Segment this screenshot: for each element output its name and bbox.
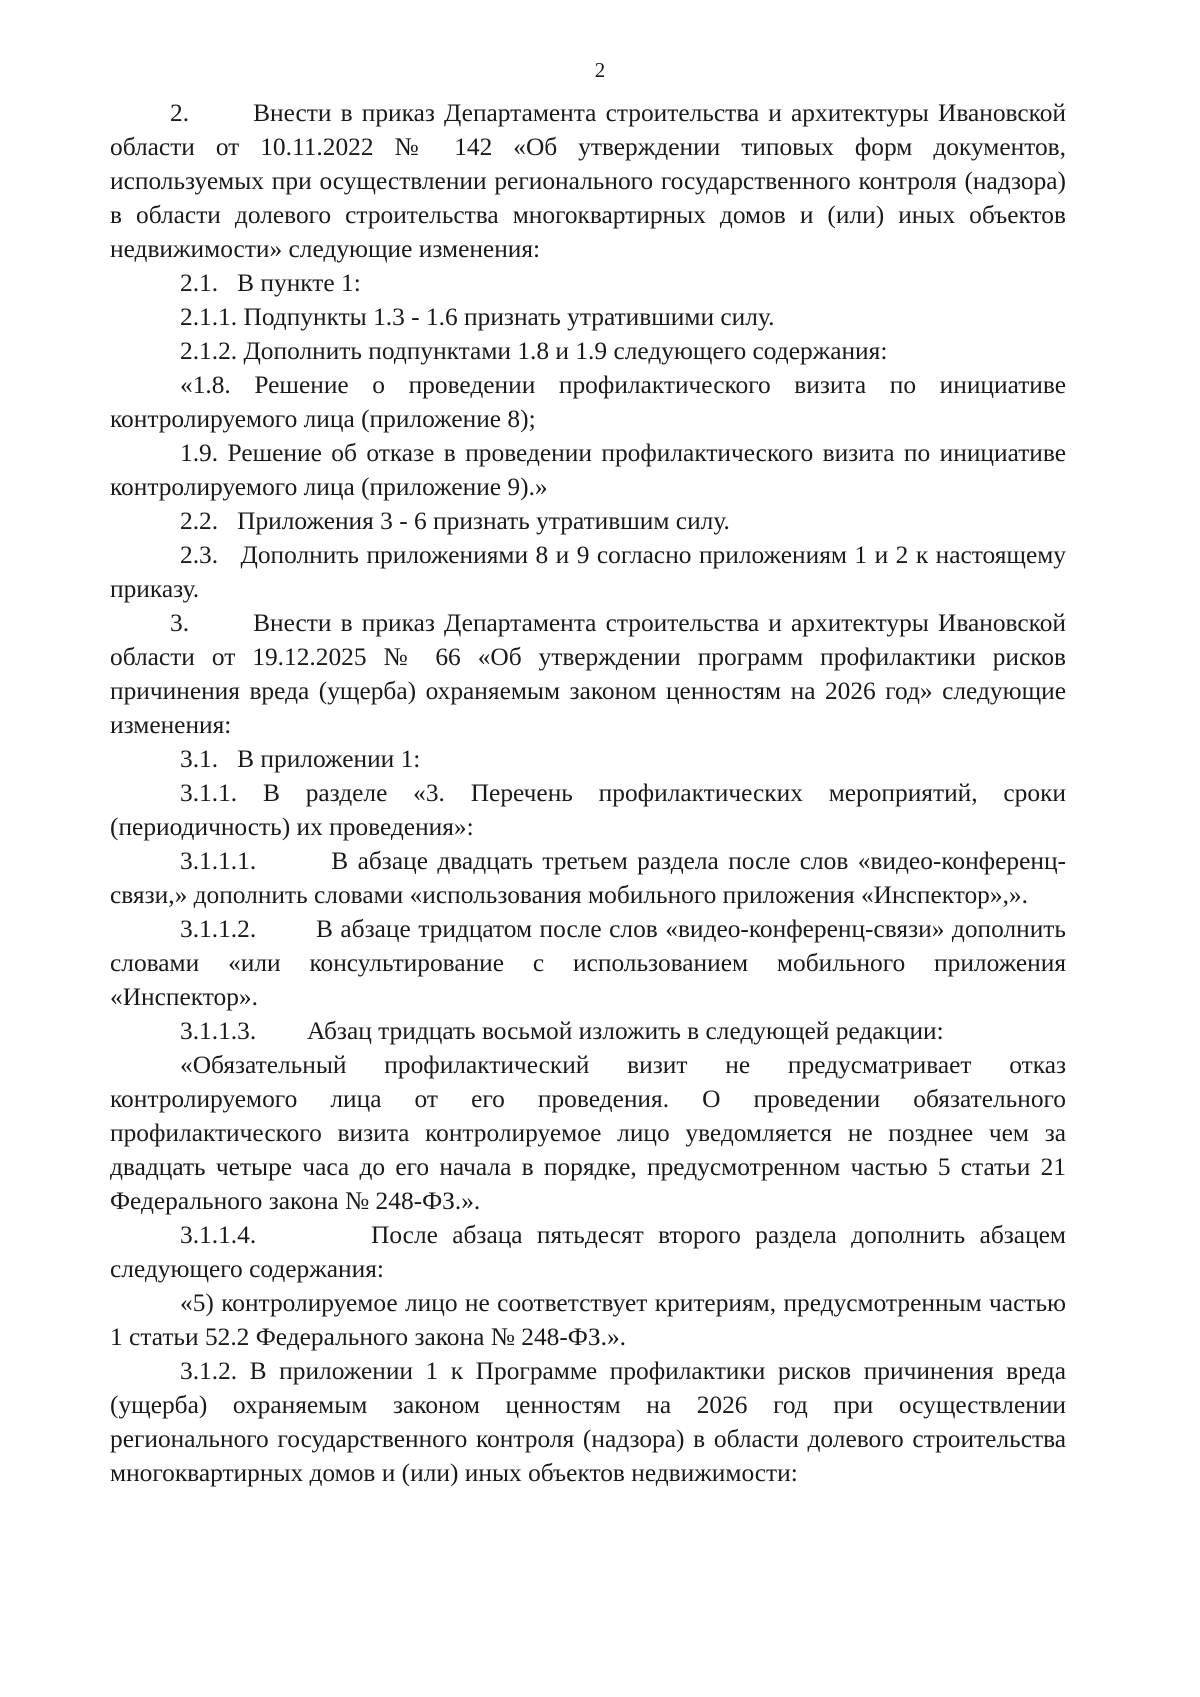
paragraph-3-1-1: 3.1.1. В разделе «3. Перечень профилактических мероприятий, сроки (периодичность) их проведения»: (110, 779, 1066, 841)
paragraph-3-1-1-1: 3.1.1.1. В абзаце двадцать третьем раздела после слов «видео-конференц-связи,» дополнить словами «использования мобильного приложения «Инспектор»,». (110, 847, 1066, 909)
paragraph-quote-1-8: «1.8. Решение о проведении профилактического визита по инициативе контролируемого лица (приложение 8); (110, 371, 1066, 433)
page-number: 2 (594, 58, 606, 82)
paragraph-2-1: 2.1. В пункте 1: (180, 269, 361, 297)
paragraph-quote-criteria: «5) контролируемое лицо не соответствует критериям, предусмотренным частью 1 статьи 52.2 Федерального закона № 248-ФЗ.». (110, 1289, 1066, 1351)
paragraph-2-3: 2.3. Дополнить приложениями 8 и 9 согласно приложениям 1 и 2 к настоящему приказу. (110, 541, 1066, 603)
paragraph-3-1-2: 3.1.2. В приложении 1 к Программе профилактики рисков причинения вреда (ущерба) охраняемым законом ценностям на 2026 год при осуществлении регионального государственного контроля (надзора) в области долевого строительства многоквартирных домов и (или) иных объектов недвижимости: (110, 1357, 1066, 1487)
paragraph-3-1-1-2: 3.1.1.2. В абзаце тридцатом после слов «видео-конференц-связи» дополнить словами «или консультирование с использованием мобильного приложения «Инспектор». (110, 915, 1066, 1011)
paragraph-3-1-1-4: 3.1.1.4. После абзаца пятьдесят второго раздела дополнить абзацем следующего содержания: (110, 1221, 1066, 1283)
paragraph-quote-obligatory-visit: «Обязательный профилактический визит не предусматривает отказ контролируемого лица от его проведения. О проведении обязательного профилактического визита контролируемое лицо уведомляется не позднее чем за двадцать четыре часа до его начала в порядке, предусмотренном частью 5 статьи 21 Федерального закона № 248-ФЗ.». (110, 1051, 1066, 1215)
paragraph-3-1-1-3: 3.1.1.3. Абзац тридцать восьмой изложить в следующей редакции: (180, 1017, 944, 1045)
paragraph-2: 2. Внести в приказ Департамента строительства и архитектуры Ивановской области от 10.11.2022 № 142 «Об утверждении типовых форм документов, используемых при осуществлении регионального государственного контроля (надзора) в области долевого строительства многоквартирных домов и (или) иных объектов недвижимости» следующие изменения: (110, 99, 1066, 263)
paragraph-2-2: 2.2. Приложения 3 - 6 признать утратившим силу. (180, 507, 730, 535)
paragraph-3-1: 3.1. В приложении 1: (180, 745, 421, 773)
paragraph-quote-1-9: 1.9. Решение об отказе в проведении профилактического визита по инициативе контролируемого лица (приложение 9).» (110, 439, 1066, 501)
paragraph-2-1-1: 2.1.1. Подпункты 1.3 - 1.6 признать утратившими силу. (180, 303, 775, 331)
document-body (110, 96, 1066, 1490)
paragraph-3: 3. Внести в приказ Департамента строительства и архитектуры Ивановской области от 19.12.2025 № 66 «Об утверждении программ профилактики рисков причинения вреда (ущерба) охраняемым законом ценностям на 2026 год» следующие изменения: (110, 609, 1066, 739)
paragraph-2-1-2: 2.1.2. Дополнить подпунктами 1.8 и 1.9 следующего содержания: (180, 337, 888, 365)
